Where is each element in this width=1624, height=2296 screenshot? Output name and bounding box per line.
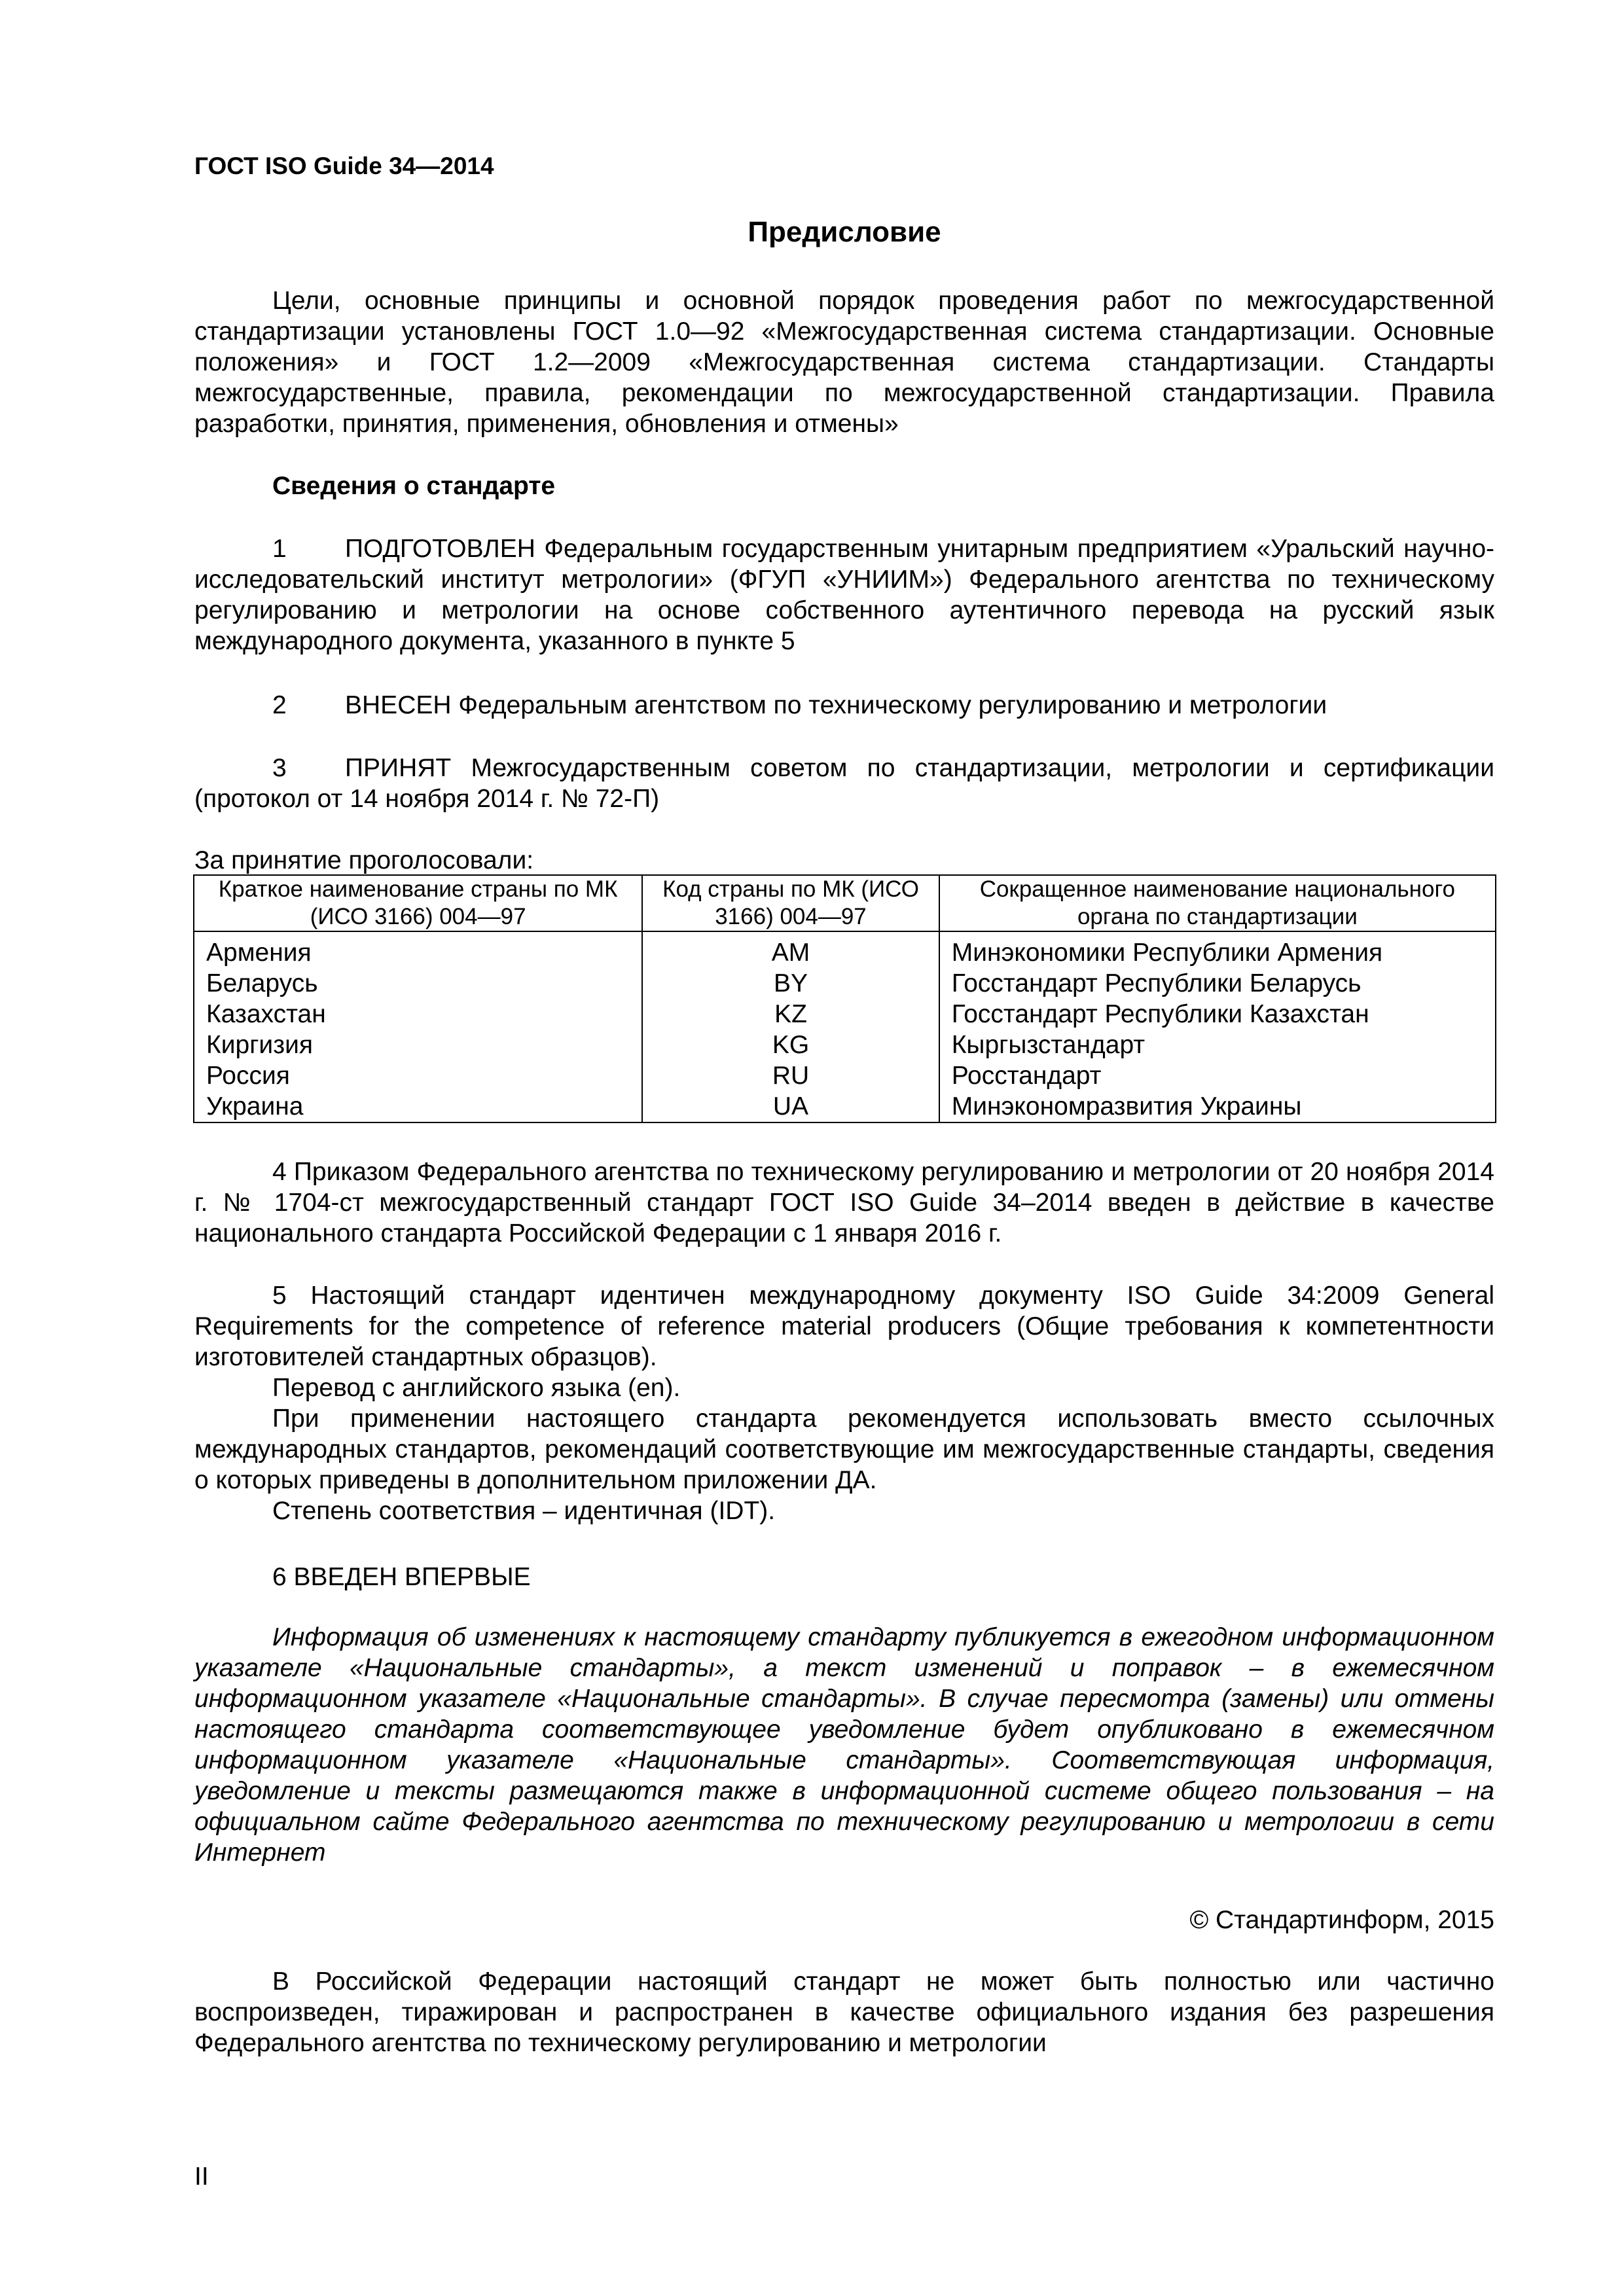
notice-paragraph: Информация об изменениях к настоящему стандарту публикуется в ежегодном информационном указателе «Национальные стандарты», а текст изменений и поправок – в ежемесячном информационном указателе «Национальные стандарты». В случае пересмотра (замены) или отмены настоящего стандарта соответствующее уведомление будет опубликовано в ежемесячном информационном указателе «Национальные стандарты». Соответствующая информация, уведомление и тексты размещаются также в информационной системе общего пользования – на официальном сайте Федерального агентства по техническому регулированию и метрологии в сети Интернет <box>194 1623 1494 1867</box>
page-title: Предисловие <box>748 216 941 248</box>
cell-code: KZ <box>642 999 939 1030</box>
item-5-conformity: Степень соответствия – идентичная (IDT). <box>272 1497 776 1525</box>
cell-country: Россия <box>194 1060 642 1091</box>
column-header-country: Краткое наименование страны по МК (ИСО 3166) 004—97 <box>194 875 642 931</box>
item-1 <box>194 533 1494 656</box>
cell-body: Росстандарт <box>939 1060 1496 1091</box>
table-row <box>194 931 1496 968</box>
item-number: 1 <box>272 535 287 563</box>
item-5-recommendation: При применении настоящего стандарта рекомендуется использовать вместо ссылочных международных стандартов, рекомендаций соответствующие им межгосударственные стандарты, сведения о которых приведены в дополнительном приложении ДА. <box>194 1405 1494 1494</box>
cell-body: Кыргызстандарт <box>939 1030 1496 1060</box>
item-6: 6 ВВЕДЕН ВПЕРВЫЕ <box>272 1563 531 1591</box>
column-header-body: Сокращенное наименование национального органа по стандартизации <box>939 875 1496 931</box>
item-text: ПОДГОТОВЛЕН Федеральным государственным унитарным предприятием «Уральский научно-исследовательский институт метрологии» (ФГУП «УНИИМ») Федерального агентства по техническому регулированию и метрологии на основе собственного аутентичного перевода на русский язык международного документа, указанного в пункте 5 <box>194 535 1494 655</box>
table-header-row <box>194 875 1496 931</box>
document-header: ГОСТ ISO Guide 34—2014 <box>194 152 494 179</box>
copyright: © Стандартинформ, 2015 <box>1189 1906 1494 1934</box>
table-row <box>194 999 1496 1030</box>
cell-country: Казахстан <box>194 999 642 1030</box>
table-row <box>194 1060 1496 1091</box>
page-number: II <box>194 2162 209 2191</box>
table-row <box>194 968 1496 999</box>
cell-country: Киргизия <box>194 1030 642 1060</box>
cell-country: Украина <box>194 1091 642 1122</box>
item-text: ВНЕСЕН Федеральным агентством по техническому регулированию и метрологии <box>345 691 1327 719</box>
item-text: ПРИНЯТ Межгосударственным советом по стандартизации, метрологии и сертификации (протокол от 14 ноября 2014 г. № 72-П) <box>194 754 1494 813</box>
item-number: 2 <box>272 691 287 719</box>
reproduction-notice: В Российской Федерации настоящий стандарт не может быть полностью или частично воспроизведен, тиражирован и распространен в качестве официального издания без разрешения Федерального агентства по техническому регулированию и метрологии <box>194 1967 1494 2057</box>
cell-country: Беларусь <box>194 968 642 999</box>
table-row <box>194 1030 1496 1060</box>
column-header-code: Код страны по МК (ИСО 3166) 004—97 <box>642 875 939 931</box>
table-row <box>194 1091 1496 1122</box>
cell-country: Армения <box>194 931 642 968</box>
item-5-main: 5 Настоящий стандарт идентичен международному документу ISO Guide 34:2009 General Requirements for the competence of reference material producers (Общие требования к компетентности изготовителей стандартных образцов). <box>194 1282 1494 1371</box>
cell-code: AM <box>642 931 939 968</box>
cell-code: RU <box>642 1060 939 1091</box>
section-heading: Сведения о стандарте <box>272 472 556 500</box>
item-5-translation: Перевод с английского языка (en). <box>272 1374 681 1402</box>
intro-paragraph: Цели, основные принципы и основной порядок проведения работ по межгосударственной стандартизации установлены ГОСТ 1.0—92 «Межгосударственная система стандартизации. Основные положения» и ГОСТ 1.2—2009 «Межгосударственная система стандартизации. Стандарты межгосударственные, правила, рекомендации по межгосударственной стандартизации. Правила разработки, принятия, применения, обновления и отмены» <box>194 287 1494 438</box>
item-2 <box>194 690 1494 721</box>
cell-body: Госстандарт Республики Беларусь <box>939 968 1496 999</box>
cell-code: KG <box>642 1030 939 1060</box>
item-number: 3 <box>272 754 287 782</box>
cell-body: Госстандарт Республики Казахстан <box>939 999 1496 1030</box>
item-3 <box>194 753 1494 814</box>
votes-table <box>193 874 1496 1123</box>
cell-body: Минэкономразвития Украины <box>939 1091 1496 1122</box>
item-5 <box>0 1280 1494 1526</box>
votes-caption: За принятие проголосовали: <box>194 846 534 874</box>
item-4: 4 Приказом Федерального агентства по техническому регулированию и метрологии от 20 ноября 2014 г. № 1704-ст межгосударственный стандарт ГОСТ ISO Guide 34–2014 введен в действие в качестве национального стандарта Российской Федерации с 1 января 2016 г. <box>194 1158 1494 1247</box>
cell-code: BY <box>642 968 939 999</box>
cell-body: Минэкономики Республики Армения <box>939 931 1496 968</box>
cell-code: UA <box>642 1091 939 1122</box>
